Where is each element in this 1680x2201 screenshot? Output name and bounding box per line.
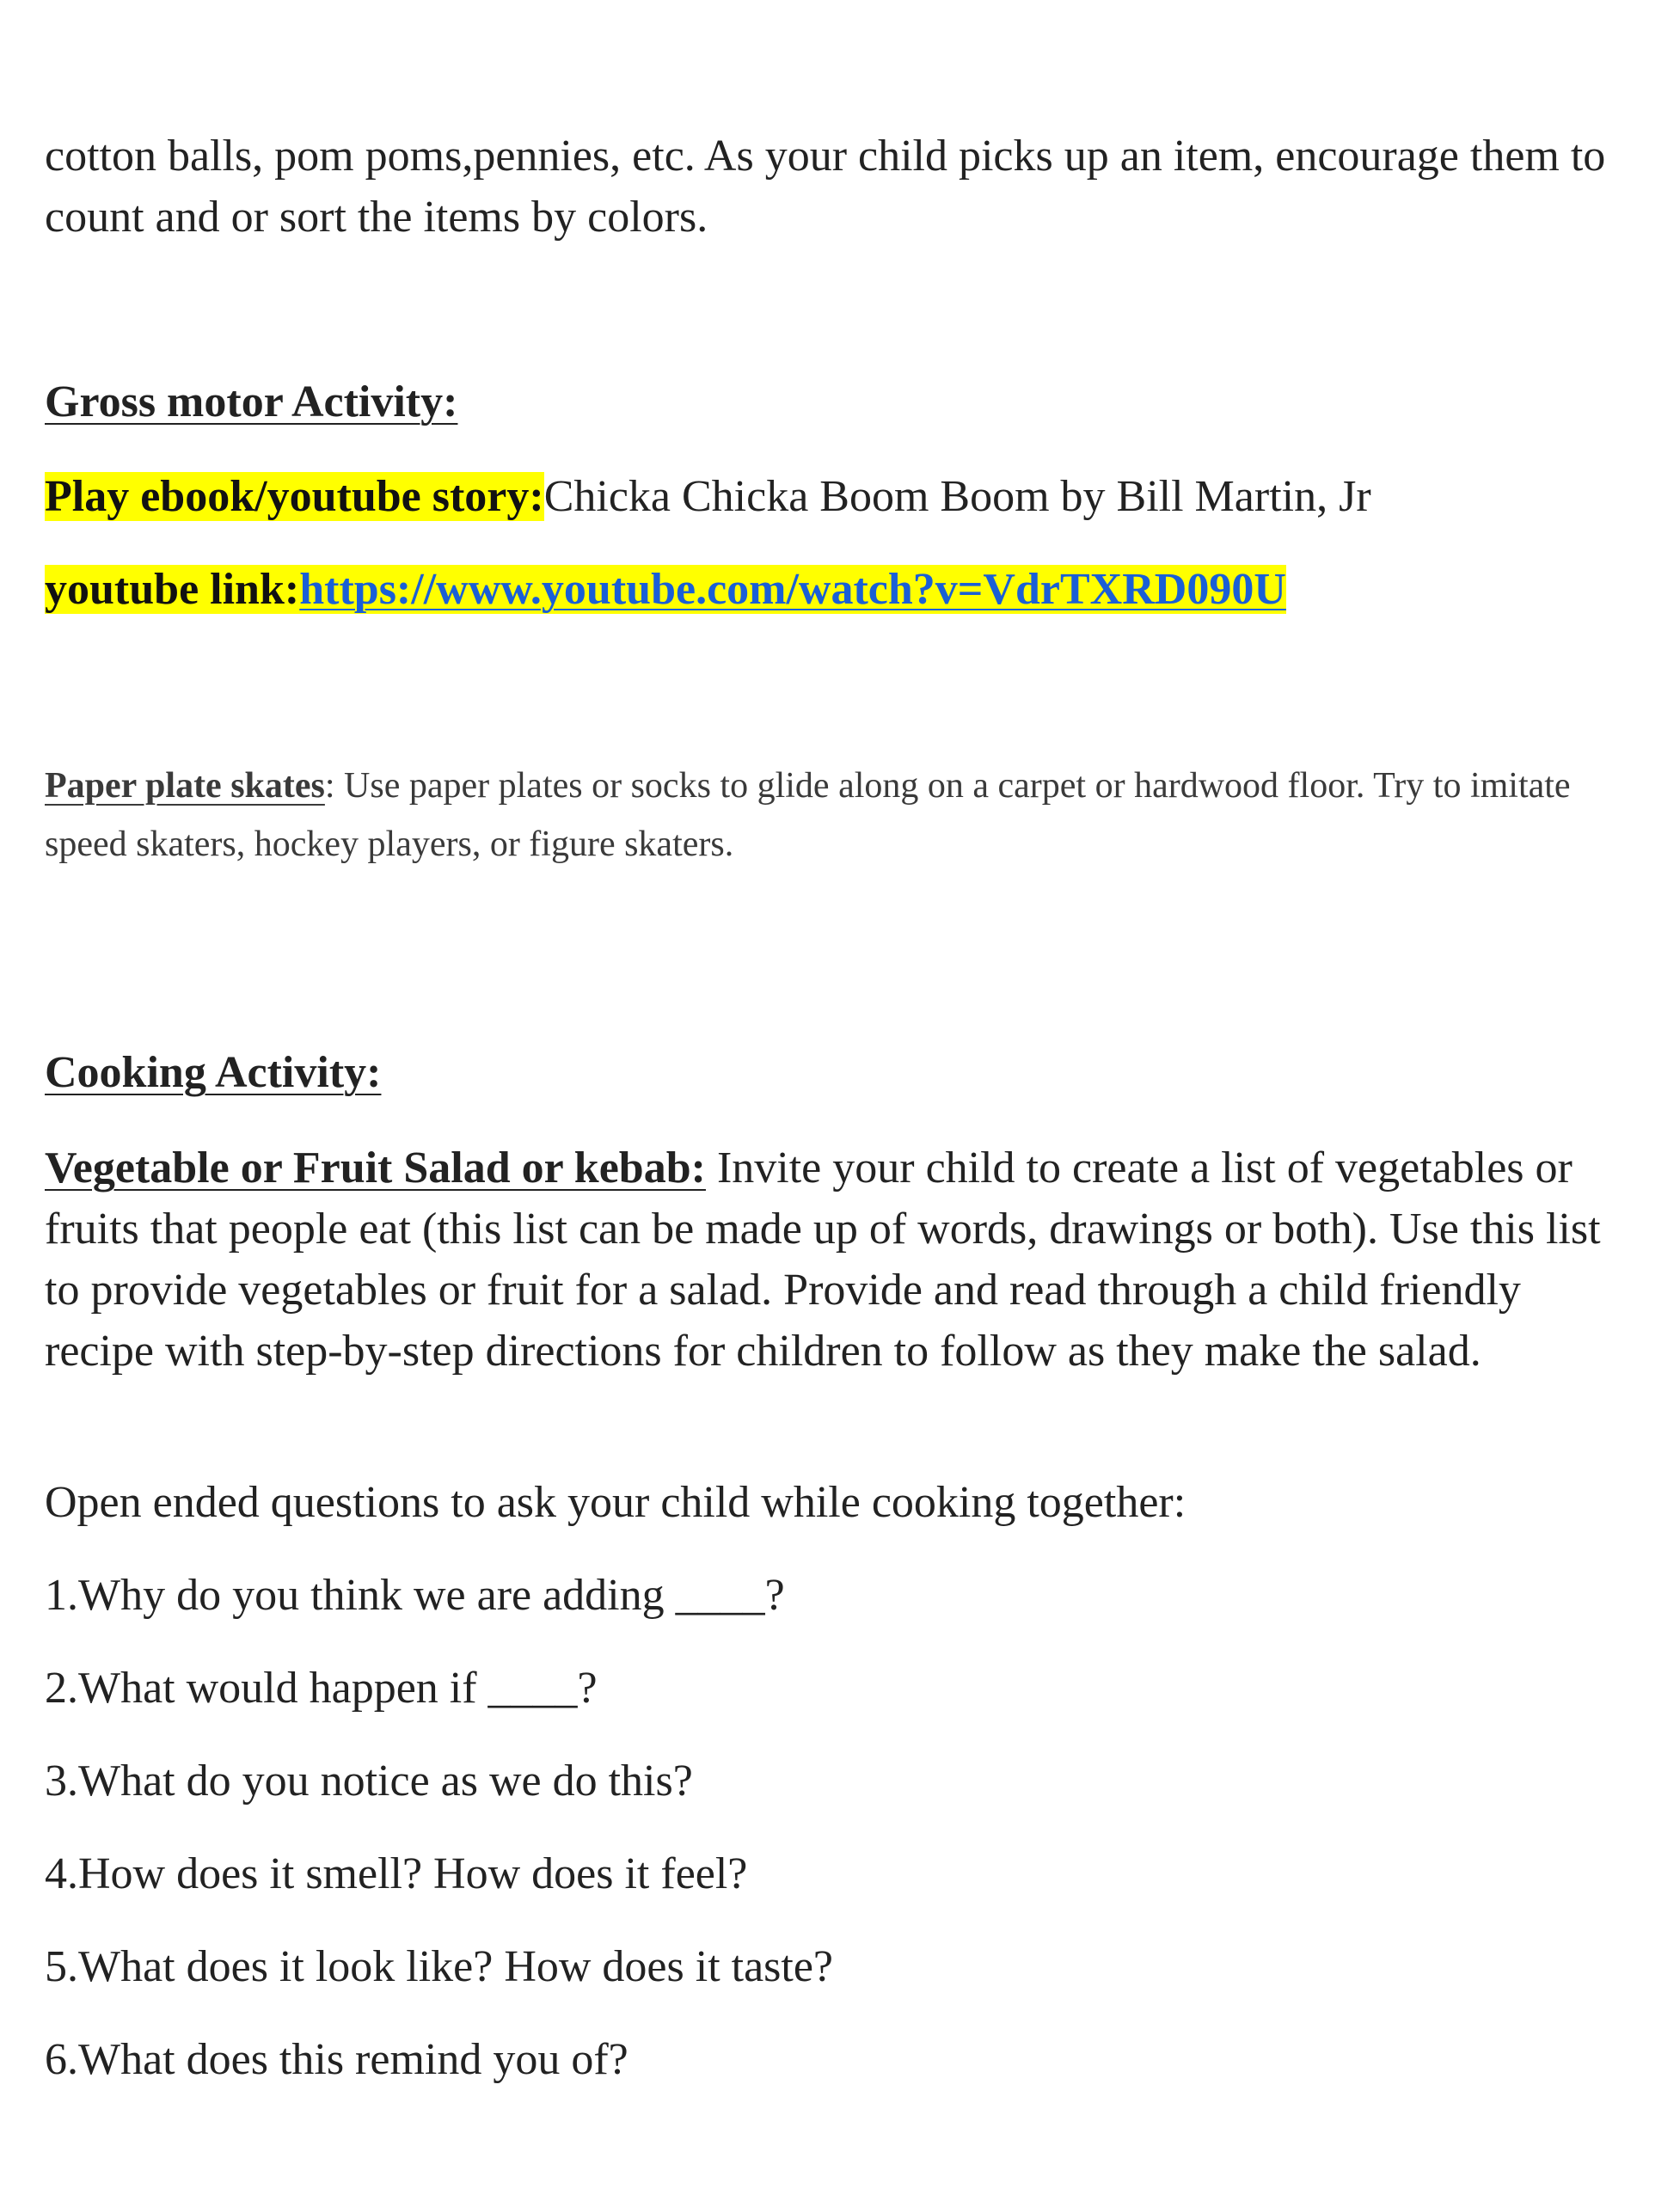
salad-text: Invite your child to create a list of vegetables or fruits that people eat (this list can be made up of words, drawings or both). Use this list to provide vegetables or fruit for a salad. Provide and read through a child friendly recipe with step-by-step directions for children to follow as they make the salad.: [45, 1143, 1601, 1376]
question-item: 5.What does it look like? How does it taste?: [45, 1942, 834, 1991]
story-label: Play ebook/youtube story:: [45, 472, 544, 521]
youtube-link-label: youtube link:: [45, 565, 300, 614]
question-item: 4.How does it smell? How does it feel?: [45, 1849, 748, 1898]
skates-description: : Use paper plates or socks to glide along on a carpet or hardwood floor. Try to imitate speed skaters, hockey players, or figure skaters.: [45, 766, 1571, 864]
skates-title: Paper plate skates: [45, 766, 325, 806]
intro-text: cotton balls, pom poms,pennies, etc. As your child picks up an item, encourage them to count and or sort the items by colors.: [45, 132, 1606, 242]
question-item: 6.What does this remind you of?: [45, 2035, 628, 2084]
story-line: [45, 471, 1609, 523]
question-item: 2.What would happen if ____?: [45, 1664, 598, 1713]
youtube-link[interactable]: https://www.youtube.com/watch?v=VdrTXRD090U: [299, 565, 1286, 614]
story-title: Chicka Chicka Boom Boom by Bill Martin, Jr: [543, 472, 1371, 521]
skates-paragraph: [45, 757, 1609, 874]
question-item: 1.Why do you think we are adding ____?: [45, 1571, 785, 1620]
youtube-link-line: [45, 564, 1609, 616]
salad-paragraph: [45, 1137, 1609, 1382]
intro-paragraph: [45, 126, 1609, 248]
salad-title: Vegetable or Fruit Salad or kebab:: [45, 1143, 706, 1192]
cooking-heading: Cooking Activity:: [45, 1048, 382, 1097]
gross-motor-heading: Gross motor Activity:: [45, 377, 458, 426]
question-item: 3.What do you notice as we do this?: [45, 1757, 693, 1806]
questions-intro: Open ended questions to ask your child while cooking together:: [45, 1478, 1186, 1527]
